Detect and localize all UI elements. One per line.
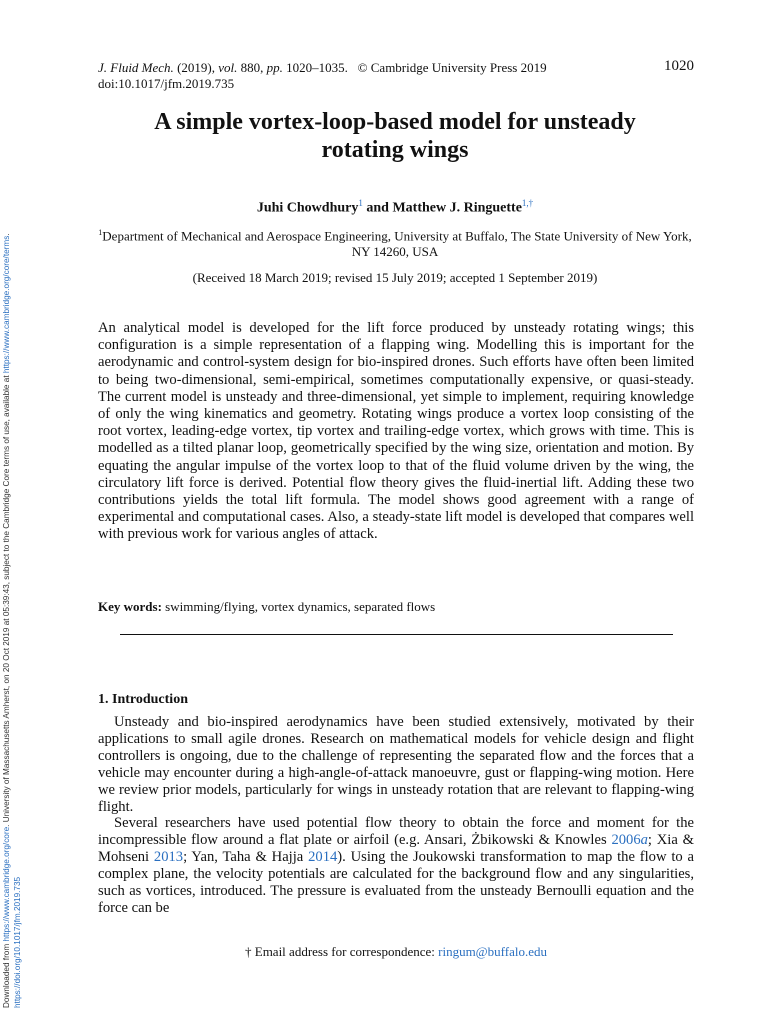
volume-label: vol.: [218, 60, 238, 75]
page-number: 1020: [664, 58, 694, 74]
keywords-text: swimming/flying, vortex dynamics, separated flows: [161, 599, 436, 614]
cambridge-core-link[interactable]: https://www.cambridge.org/core: [2, 826, 11, 942]
paragraph-2-text-a: Several researchers have used potential flow theory to obtain the force and moment for the incompressible flow around a flat plate or airfoil (e.g. Ansari, Żbikowski & Knowles: [98, 815, 694, 849]
footnote-label: † Email address for correspondence:: [245, 944, 439, 959]
volume-number: 880,: [240, 60, 264, 75]
paper-title: [80, 108, 710, 164]
footnote: [98, 944, 694, 960]
keywords: [98, 599, 435, 615]
paragraph-2-text-d: ). Using the Joukowski transformation to map the flow to a complex plane, the velocity potentials are calculated for the background flow and any singularities, such as vortices, introduced. The pressure is evaluated from the unsteady Bernoulli equation and the force can be: [98, 849, 694, 916]
abstract: An analytical model is developed for the lift force produced by unsteady rotating wings; this configuration is a simple representation of a flapping wing. Modelling this is important for the aerodynamic and control-system design for bio-inspired drones. Such efforts have often been limited to being two-dimensional, semi-empirical, sometimes computationally expensive, or quasi-steady. The current model is unsteady and three-dimensional, yet simple to implement, requiring knowledge of only the wing kinematics and geometry. Rotating wings produce a vortex loop consisting of the root vortex, leading-edge vortex, tip vortex and trailing-edge vortex, which grows with time. This is modelled as a tilted planar loop, geometrically specified by the wing size, orientation and motion. By equating the angular impulse of the vortex loop to that of the fluid volume driven by the wing, the circulatory lift force is derived. Potential flow theory gives the fluid-inertial lift. Adding these two contributions yields the total lift formula. The model shows good agreement with a range of experimental and computational cases. Also, a steady-state lift model is developed that compares well with previous work for various angles of attack.: [98, 320, 694, 543]
keywords-label: Key words:: [98, 599, 162, 614]
title-line-1: A simple vortex-loop-based model for unsteady: [154, 109, 636, 135]
paragraph-2-text-c: ; Yan, Taha & Hajja: [183, 849, 309, 866]
journal-year: (2019),: [177, 60, 215, 75]
publisher: © Cambridge University Press 2019: [357, 60, 547, 75]
pages-label: pp.: [266, 60, 283, 75]
paragraph-2-text-b: ; Xia & Mohseni: [98, 832, 694, 866]
journal-header: [98, 60, 547, 92]
page-range: 1020–1035.: [286, 60, 348, 75]
article-doi: doi:10.1017/jfm.2019.735: [98, 76, 235, 91]
affiliation: [98, 225, 692, 260]
paragraph-1: Unsteady and bio-inspired aerodynamics have been studied extensively, motivated by their applications to small agile drones. Research on mathematical models for vehicle design and flight controllers is ongoing, due to the challenge of representing the separated flow and the forces that a vehicle may encounter during a high-angle-of-attack manoeuvre, gust or flapping-wing motion. Here we review prior models, particularly for wings in unsteady rotation that are relevant to flapping-wing flight.: [98, 714, 694, 815]
download-notice-end: .: [2, 233, 11, 236]
author-1-affil-mark[interactable]: 1: [358, 198, 363, 208]
download-notice-sidebar: [2, 108, 23, 1008]
author-2: Matthew J. Ringuette: [392, 200, 522, 216]
doi-link[interactable]: https://doi.org/10.1017/jfm.2019.735: [12, 876, 22, 1008]
affiliation-text: Department of Mechanical and Aerospace Engineering, University at Buffalo, The State University of New York, NY 14260, USA: [102, 228, 692, 260]
authors-and: and: [362, 200, 393, 216]
title-line-2: rotating wings: [321, 137, 469, 163]
section-heading: 1. Introduction: [98, 692, 188, 707]
paragraph-2: [98, 815, 694, 916]
citation-xia[interactable]: 2013: [153, 849, 184, 866]
authors: [80, 198, 710, 217]
affiliation-mark: 1: [98, 228, 103, 237]
citation-yan[interactable]: 2014: [308, 849, 338, 866]
correspondence-email-link[interactable]: ringum@buffalo.edu: [438, 944, 547, 959]
download-notice-text-middle: . University of Massachusetts Amherst, on 20 Oct 2019 at 05:39:43, subject to the Cambridge Core terms of use, available at: [2, 373, 11, 827]
cambridge-terms-link[interactable]: https://www.cambridge.org/core/terms: [2, 235, 11, 374]
introduction-body: [98, 714, 694, 917]
author-1: Juhi Chowdhury: [256, 200, 359, 216]
journal-name: J. Fluid Mech.: [98, 60, 174, 75]
download-notice-text: Downloaded from: [2, 941, 11, 1008]
author-2-affil-mark[interactable]: 1,†: [521, 198, 534, 208]
citation-ansari[interactable]: 2006a: [611, 832, 648, 849]
received-dates: (Received 18 March 2019; revised 15 July 2019; accepted 1 September 2019): [192, 270, 598, 285]
section-divider: [120, 634, 673, 635]
